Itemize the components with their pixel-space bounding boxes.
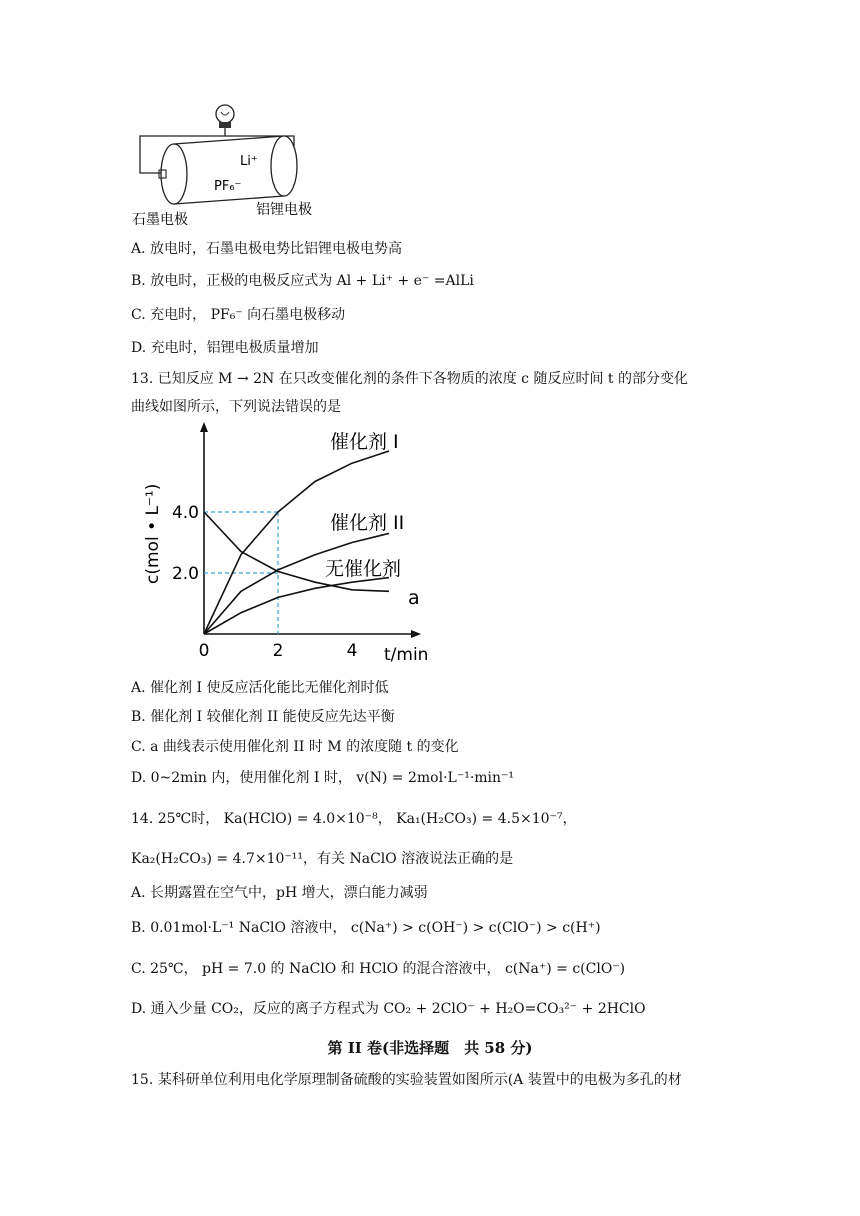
x-tick-label: 4 xyxy=(346,641,358,661)
concentration-time-chart xyxy=(140,412,440,667)
y-axis-arrow xyxy=(200,422,208,432)
x-tick-label: 2 xyxy=(272,641,284,661)
series-label: 无催化剂 xyxy=(325,558,402,580)
x-axis-label: t/min xyxy=(384,645,429,665)
series-label: 催化剂 II xyxy=(330,512,405,534)
series-label: 催化剂 I xyxy=(330,431,399,453)
q15-stem-line1: 15. 某科研单位利用电化学原理制备硫酸的实验装置如图所示(A 装置中的电极为多孔的材 xyxy=(131,1072,682,1088)
q12-option-d: D. 充电时，铝锂电极质量增加 xyxy=(131,340,319,356)
series-line xyxy=(204,578,389,634)
q14-option-b: B. 0.01mol·L⁻¹ NaClO 溶液中， c(Na⁺) > c(OH⁻) > c(ClO⁻) > c(H⁺) xyxy=(131,920,601,936)
battery-figure xyxy=(128,98,338,228)
q14-option-c: C. 25℃， pH = 7.0 的 NaClO 和 HClO 的混合溶液中， c(Na⁺) = c(ClO⁻) xyxy=(131,961,626,977)
q13-option-b: B. 催化剂 I 较催化剂 II 能使反应先达平衡 xyxy=(131,709,395,725)
q13-stem-line1: 13. 已知反应 M → 2N 在只改变催化剂的条件下各物质的浓度 c 随反应时间 t 的部分变化 xyxy=(131,371,689,387)
q14-option-d: D. 通入少量 CO₂，反应的离子方程式为 CO₂ + 2ClO⁻ + H₂O=CO₃²⁻ + 2HClO xyxy=(131,1001,646,1017)
electrode-label-graphite: 石墨电极 xyxy=(132,212,188,228)
x-axis-arrow xyxy=(411,630,421,638)
q14-stem-line2: Ka₂(H₂CO₃) = 4.7×10⁻¹¹，有关 NaClO 溶液说法正确的是 xyxy=(131,851,514,867)
q12-option-c: C. 充电时， PF₆⁻ 向石墨电极移动 xyxy=(131,307,346,323)
electrode-label-alli: 铝锂电极 xyxy=(256,202,312,218)
ion-label-li: Li⁺ xyxy=(240,154,258,169)
y-tick-label: 2.0 xyxy=(171,564,199,584)
q13-option-a: A. 催化剂 I 使反应活化能比无催化剂时低 xyxy=(131,680,389,696)
section-title: 第 II 卷(非选择题 共 58 分) xyxy=(327,1039,533,1057)
series-label: a xyxy=(408,587,420,609)
q14-stem-line1: 14. 25℃时， Ka(HClO) = 4.0×10⁻⁸， Ka₁(H₂CO₃) = 4.5×10⁻⁷， xyxy=(131,811,577,827)
q12-option-b: B. 放电时，正极的电极反应式为 Al + Li⁺ + e⁻ =AlLi xyxy=(131,273,474,289)
x-tick-label: 0 xyxy=(198,641,210,661)
q13-stem-line2: 曲线如图所示，下列说法错误的是 xyxy=(131,399,341,415)
q13-option-c: C. a 曲线表示使用催化剂 II 时 M 的浓度随 t 的变化 xyxy=(131,739,459,755)
q12-option-a: A. 放电时，石墨电极电势比铝锂电极电势高 xyxy=(131,241,403,257)
q13-option-d: D. 0~2min 内，使用催化剂 I 时， v(N) = 2mol·L⁻¹·min⁻¹ xyxy=(131,770,515,786)
y-axis-label: c(mol • L⁻¹) xyxy=(143,483,163,584)
ion-label-pf6: PF₆⁻ xyxy=(214,179,242,194)
q14-option-a: A. 长期露置在空气中，pH 增大，漂白能力减弱 xyxy=(131,885,428,901)
lightbulb-icon xyxy=(216,105,234,128)
y-tick-label: 4.0 xyxy=(171,503,199,523)
